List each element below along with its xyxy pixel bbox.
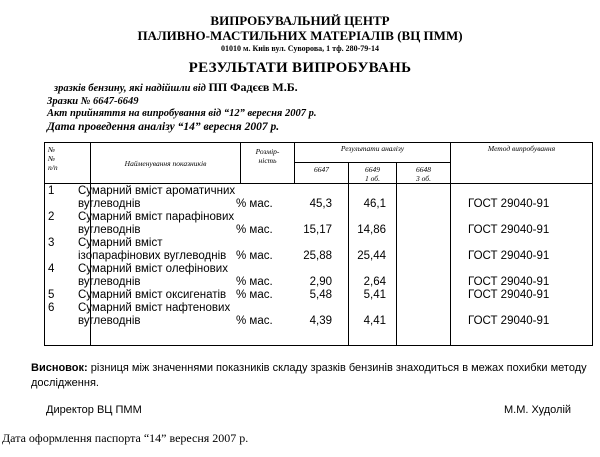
- row-4-v2: 2,64: [363, 276, 386, 288]
- passport-date: Дата оформлення паспорта “14” вересня 2007 р.: [2, 431, 249, 445]
- col-name: [78, 185, 235, 328]
- row-6-v1: 4,39: [309, 315, 332, 327]
- sample-3-id: 6648: [416, 165, 431, 174]
- header-unit-1: Розмір-: [255, 147, 280, 156]
- row-5-num: 5: [48, 289, 55, 301]
- row-5-unit: % мас.: [236, 289, 273, 301]
- row-3-num: 3: [48, 237, 55, 249]
- row-1-name-a: Сумарний вміст ароматичних: [78, 185, 236, 197]
- row-4-num: 4: [48, 263, 55, 275]
- director-name: М.М. Худолій: [504, 404, 572, 416]
- header-method: Метод випробування: [451, 143, 593, 184]
- header-unit-2: ність: [258, 156, 277, 165]
- center-address: 01010 м. Київ вул. Суворова, 1 тф. 280-79-14: [221, 44, 379, 53]
- header-num-2: №: [48, 154, 56, 163]
- col-v1: [294, 185, 332, 328]
- center-title: ВИПРОБУВАЛЬНИЙ ЦЕНТР: [210, 13, 390, 28]
- col-unit: [236, 185, 273, 328]
- header-name: Найменування показників: [91, 143, 241, 184]
- row-6-method: ГОСТ 29040-91: [468, 315, 550, 327]
- row-5-v1: 5,48: [309, 289, 332, 301]
- row-2-method: ГОСТ 29040-91: [468, 224, 550, 236]
- sample-col-1: [295, 163, 349, 184]
- sample-2-sub: 1 об.: [365, 174, 380, 183]
- row-1-num: 1: [48, 185, 55, 197]
- row-6-num: 6: [48, 302, 55, 314]
- row-1-name-b: вуглеводнів: [78, 198, 141, 210]
- row-2-name-b: вуглеводнів: [78, 224, 141, 236]
- analysis-date: Дата проведення аналізу “14” вересня 2007 р.: [47, 121, 280, 133]
- row-1-v1: 45,3: [309, 198, 332, 210]
- row-2-v2: 14,86: [357, 224, 386, 236]
- row-6-name-b: вуглеводнів: [78, 315, 141, 327]
- header-num: [45, 143, 91, 184]
- col-num: [48, 185, 54, 315]
- col-v2: [346, 185, 386, 328]
- row-1-method: ГОСТ 29040-91: [468, 198, 550, 210]
- col-method: [468, 185, 549, 328]
- row-3-v2: 25,44: [357, 250, 386, 262]
- row-2-unit: % мас.: [236, 224, 273, 236]
- samples-line: [54, 80, 298, 95]
- row-4-unit: % мас.: [236, 276, 273, 288]
- row-3-v1: 25,88: [303, 250, 332, 262]
- sample-2-id: 6649: [365, 165, 380, 174]
- row-3-method: ГОСТ 29040-91: [468, 250, 550, 262]
- row-2-v1: 15,17: [303, 224, 332, 236]
- row-6-v2: 4,41: [363, 315, 386, 327]
- row-4-method: ГОСТ 29040-91: [468, 276, 550, 288]
- row-4-v1: 2,90: [309, 276, 332, 288]
- center-subtitle: ПАЛИВНО-МАСТИЛЬНИХ МАТЕРІАЛІВ (ВЦ ПММ): [137, 28, 463, 43]
- sample-col-3: [397, 163, 451, 184]
- row-3-name-a: Сумарний вміст: [78, 237, 163, 249]
- row-2-name-a: Сумарний вміст парафінових: [78, 211, 235, 223]
- samples-prefix: зразків бензину, які надійшли від: [54, 83, 206, 94]
- conclusion-text-2: дослідження.: [31, 377, 99, 389]
- row-6-name-a: Сумарний вміст нафтенових: [78, 302, 231, 314]
- conclusion-text-1: різниця між значеннями показників складу зразків бензинів знаходиться в межах похибки методу: [90, 362, 587, 374]
- row-2-num: 2: [48, 211, 55, 223]
- row-4-name-b: вуглеводнів: [78, 276, 141, 288]
- row-5-method: ГОСТ 29040-91: [468, 289, 550, 301]
- row-6-unit: % мас.: [236, 315, 273, 327]
- conclusion-label: Висновок:: [31, 362, 88, 374]
- conclusion-line-1: [31, 361, 587, 376]
- sample-numbers: Зразки № 6647-6649: [47, 96, 139, 107]
- results-title: РЕЗУЛЬТАТИ ВИПРОБУВАНЬ: [188, 60, 412, 76]
- row-5-name-a: Сумарний вміст оксигенатів: [78, 289, 227, 301]
- sample-col-2: [349, 163, 397, 184]
- samples-from: ПП Фадєєв М.Б.: [208, 80, 298, 94]
- header-num-3: п/п: [48, 163, 58, 172]
- sample-1-id: 6647: [314, 165, 329, 174]
- header-results: Результати аналізу: [295, 143, 451, 163]
- body-v3-cell: [397, 184, 451, 346]
- row-4-name-a: Сумарний вміст олефінових: [78, 263, 228, 275]
- row-3-unit: % мас.: [236, 250, 273, 262]
- header-unit: [241, 143, 295, 184]
- sample-3-sub: 3 об.: [416, 174, 431, 183]
- row-5-v2: 5,41: [363, 289, 386, 301]
- act-line: Акт прийняття на випробування від “12” вересня 2007 р.: [47, 108, 317, 119]
- header-num-1: №: [48, 145, 56, 154]
- director-title: Директор ВЦ ПММ: [46, 404, 142, 416]
- row-1-v2: 46,1: [363, 198, 386, 210]
- row-3-name-b: ізопарафінових вуглеводнів: [78, 250, 227, 262]
- row-1-unit: % мас.: [236, 198, 273, 210]
